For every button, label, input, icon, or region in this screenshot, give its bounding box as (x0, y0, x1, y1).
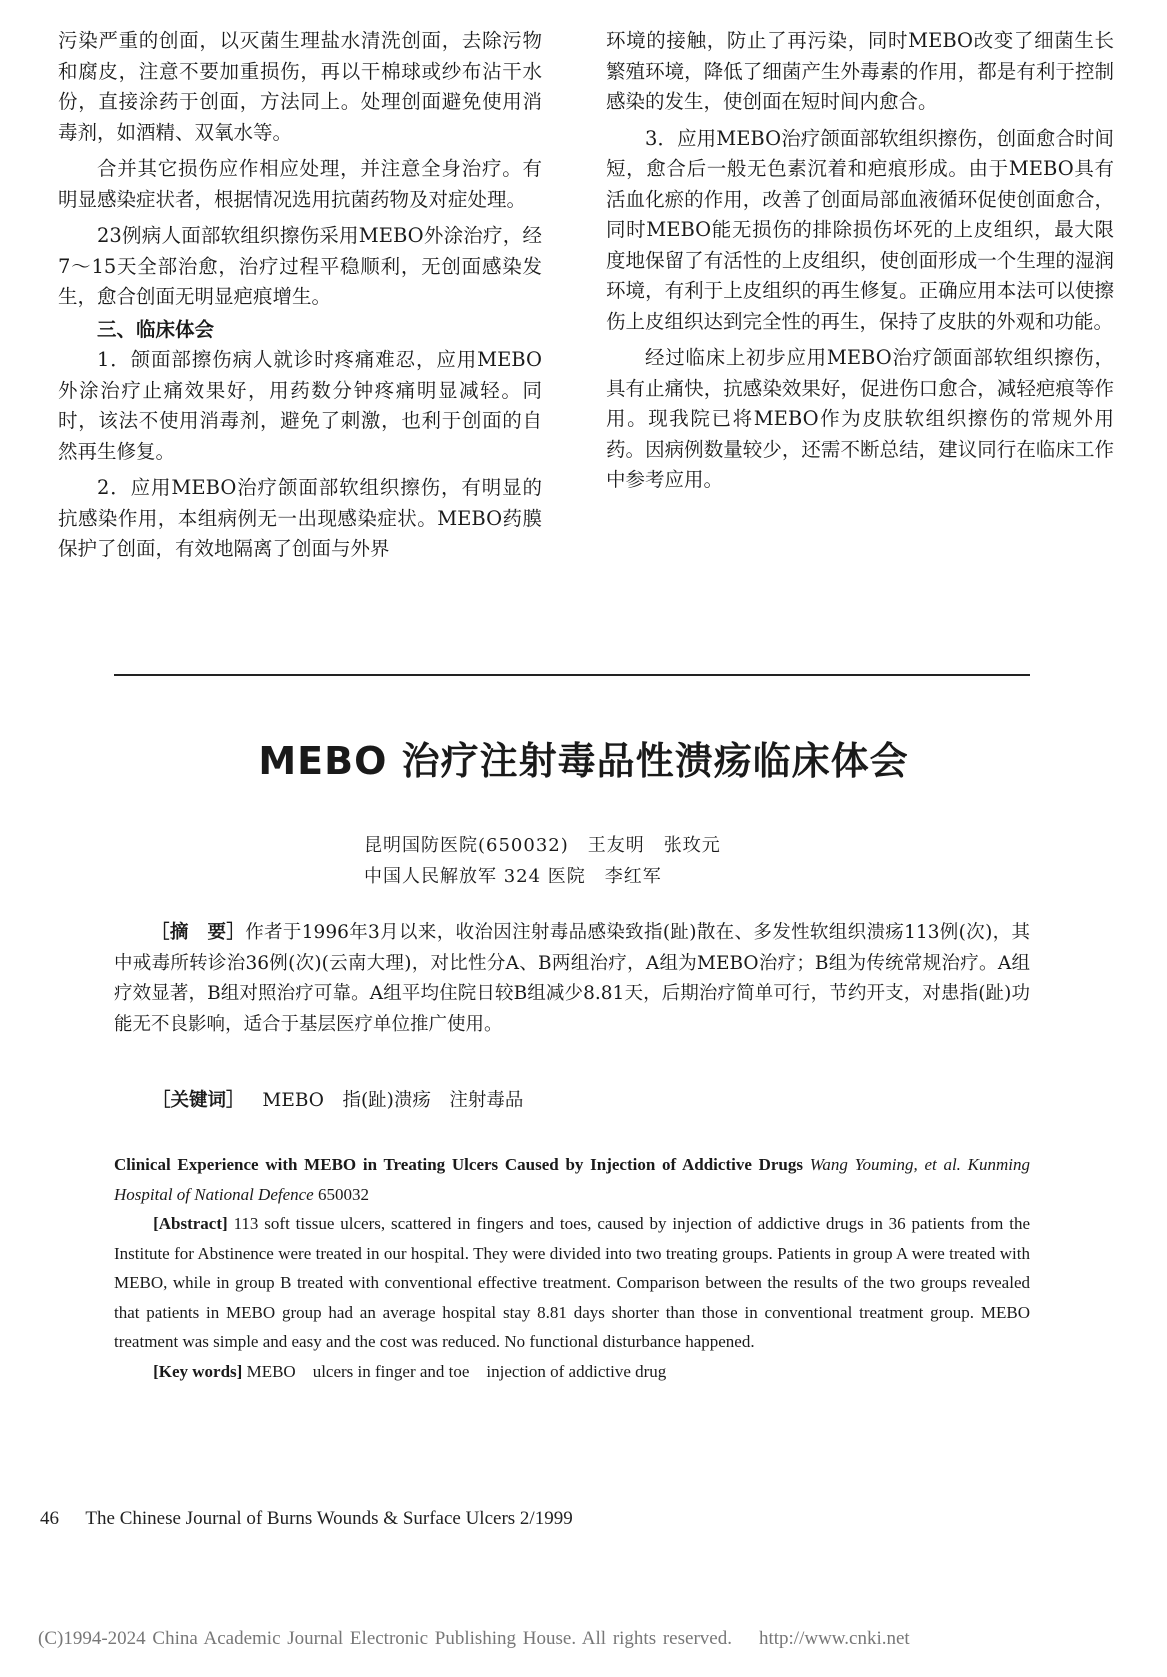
paragraph: 23例病人面部软组织擦伤采用MEBO外涂治疗，经7～15天全部治愈，治疗过程平稳顺利，无创面感染发生，愈合创面无明显疤痕增生。 (58, 224, 542, 308)
left-column (58, 26, 542, 565)
paragraph: 经过临床上初步应用MEBO治疗颌面部软组织擦伤，具有止痛快，抗感染效果好，促进伤口愈合，减轻疤痕等作用。现我院已将MEBO作为皮肤软组织擦伤的常规外用药。因病例数量较少，还需不断总结，建议同行在临床工作中参考应用。 (606, 346, 1114, 491)
en-authors: Wang Youming, et al. Kunming Hospital of National Defence (114, 1155, 1031, 1204)
en-keywords-text: MEBO ulcers in finger and toe injection of addictive drug (246, 1361, 667, 1381)
english-abstract-block (114, 1150, 1030, 1386)
paragraph: 1．颌面部擦伤病人就诊时疼痛难忍，应用MEBO外涂治疗止痛效果好，用药数分钟疼痛明显减轻。同时，该法不使用消毒剂，避免了刺激，也利于创面的自然再生修复。 (58, 348, 542, 463)
page-number: 46 (40, 1508, 59, 1529)
en-abstract-label: [Abstract] (153, 1214, 228, 1233)
paragraph: 环境的接触，防止了再污染，同时MEBO改变了细菌生长繁殖环境，降低了细菌产生外毒素的作用，都是有利于控制感染的发生，使创面在短时间内愈合。 (606, 29, 1114, 113)
section-heading: 三、临床体会 (97, 317, 215, 341)
paragraph: 合并其它损伤应作相应处理，并注意全身治疗。有明显感染症状者，根据情况选用抗菌药物及对症处理。 (58, 157, 542, 211)
keywords-cn-text: MEBO 指(趾)溃疡 注射毒品 (262, 1090, 524, 1111)
right-column (606, 26, 1114, 496)
abstract-cn-text: 作者于1996年3月以来，收治因注射毒品感染致指(趾)散在、多发性软组织溃疡113例(次)，其中戒毒所转诊治36例(次)(云南大理)，对比性分A、B两组治疗，A组为MEBO治疗；B组为传统常规治疗。A组疗效显著，B组对照治疗可靠。A组平均住院日较B组减少8.81天，后期治疗简单可行，节约开支，对患指(趾)功能无不良影响，适合于基层医疗单位推广使用。 (114, 922, 1030, 1035)
section-divider (114, 674, 1030, 676)
abstract-cn (114, 918, 1030, 1040)
paragraph: 污染严重的创面，以灭菌生理盐水清洗创面，去除污物和腐皮，注意不要加重损伤，再以干棉球或纱布沾干水份，直接涂药于创面，方法同上。处理创面避免使用消毒剂，如酒精、双氧水等。 (58, 29, 542, 144)
paragraph: 2．应用MEBO治疗颌面部软组织擦伤，有明显的抗感染作用，本组病例无一出现感染症状。MEBO药膜保护了创面，有效地隔离了创面与外界 (58, 476, 542, 560)
keywords-cn (152, 1086, 1032, 1112)
affiliation: 昆明国防医院(650032) 王友明 张玫元 (364, 835, 721, 856)
keywords-cn-label: ［关键词］ (152, 1090, 245, 1111)
page-footer (40, 1508, 573, 1530)
en-keywords-label: [Key words] (153, 1361, 243, 1381)
journal-name: The Chinese Journal of Burns Wounds & Surface Ulcers 2/1999 (85, 1508, 573, 1529)
en-title: Clinical Experience with MEBO in Treating Ulcers Caused by Injection of Addictive Drugs (114, 1155, 804, 1174)
affiliation: 中国人民解放军 324 医院 李红军 (364, 866, 662, 887)
article-title: MEBO 治疗注射毒品性溃疡临床体会 (258, 739, 909, 783)
copyright-notice: (C)1994-2024 China Academic Journal Electronic Publishing House. All rights reserved. http://www.cnki.net (38, 1628, 910, 1649)
en-abstract-text: 113 soft tissue ulcers, scattered in fingers and toes, caused by injection of addictive drugs in 36 patients from the Institute for Abstinence were treated in our hospital. They were divided into two treating groups. Patients in group A were treated with MEBO, while in group B treated with conventional effective treatment. Comparison between the results of the two groups revealed that patients in MEBO group had an average hospital stay 8.81 days shorter than those in conventional treatment group. MEBO treatment was simple and easy and the cost was reduced. No functional disturbance happened. (114, 1214, 1030, 1351)
abstract-cn-label: ［摘 要］ (151, 922, 246, 943)
paragraph: 3．应用MEBO治疗颌面部软组织擦伤，创面愈合时间短，愈合后一般无色素沉着和疤痕形成。由于MEBO具有活血化瘀的作用，改善了创面局部血液循环促使创面愈合，同时MEBO能无损伤的排除损伤坏死的上皮组织，最大限度地保留了有活性的上皮组织，使创面形成一个生理的湿润环境，有利于上皮组织的再生修复。正确应用本法可以使擦伤上皮组织达到完全性的再生，保持了皮肤的外观和功能。 (606, 126, 1114, 333)
en-postcode: 650032 (317, 1184, 369, 1204)
